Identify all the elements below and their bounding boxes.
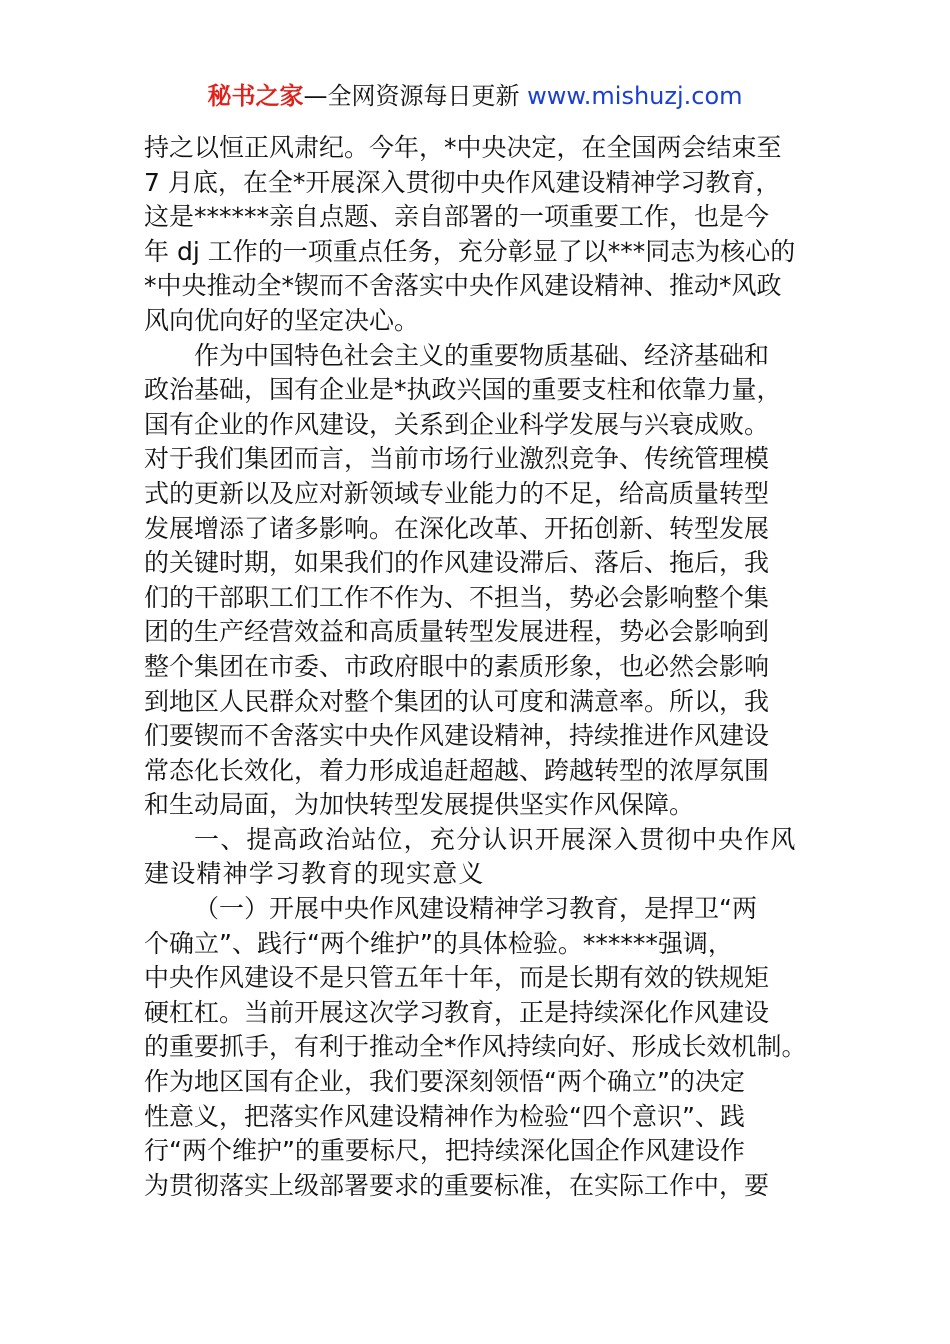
brand-name: 秘书之家 — [207, 82, 304, 110]
document-body — [144, 131, 814, 1203]
text-line: 行“两个维护”的重要标尺，把持续深化国企作风建设作 — [144, 1136, 745, 1166]
text-line: 们的干部职工们工作不作为、不担当，势必会影响整个集 — [144, 582, 770, 612]
site-url[interactable]: www.mishuzj.com — [527, 82, 743, 110]
text-line: 为贯彻落实上级部署要求的重要标准，在实际工作中，要 — [144, 1170, 770, 1200]
text-line: 的关键时期，如果我们的作风建设滞后、落后、拖后，我 — [144, 548, 770, 578]
text-line: 们要锲而不舍落实中央作风建设精神，持续推进作风建设 — [144, 721, 770, 751]
text-line: 7 月底，在全*开展深入贯彻中央作风建设精神学习教育， — [144, 167, 781, 197]
text-line: 国有企业的作风建设，关系到企业科学发展与兴衰成败。 — [144, 409, 770, 439]
text-line: 和生动局面，为加快转型发展提供坚实作风保障。 — [144, 790, 695, 820]
text-line: 性意义，把落实作风建设精神作为检验“四个意识”、践 — [144, 1101, 745, 1131]
header-tagline: —全网资源每日更新 — [303, 82, 528, 110]
text-line: 发展增添了诸多影响。在深化改革、开拓创新、转型发展 — [144, 513, 770, 543]
text-line: 持之以恒正风肃纪。今年，*中央决定，在全国两会结束至 — [144, 133, 782, 162]
text-line: 年 dj 工作的一项重点任务，充分彰显了以***同志为核心的 — [144, 236, 796, 266]
text-line: 整个集团在市委、市政府眼中的素质形象，也必然会影响 — [144, 651, 770, 681]
text-line: 硬杠杠。当前开展这次学习教育，正是持续深化作风建设 — [144, 997, 770, 1027]
text-line: 作为地区国有企业，我们要深刻领悟“两个确立”的决定 — [144, 1067, 745, 1097]
section-heading-line: 一、提高政治站位，充分认识开展深入贯彻中央作风 — [194, 824, 797, 854]
text-line: 风向优向好的坚定决心。 — [144, 305, 420, 335]
text-line: 中央作风建设不是只管五年十年，而是长期有效的铁规矩 — [144, 963, 770, 993]
text-line: 个确立”、践行“两个维护”的具体检验。******强调， — [144, 928, 733, 958]
text-line: 这是******亲自点题、亲自部署的一项重要工作，也是今 — [144, 202, 770, 232]
text-line: 政治基础，国有企业是*执政兴国的重要支柱和依靠力量， — [144, 375, 782, 405]
text-line: 对于我们集团而言，当前市场行业激烈竞争、传统管理模 — [144, 444, 770, 474]
text-line: 式的更新以及应对新领域专业能力的不足，给高质量转型 — [144, 478, 770, 508]
paragraph-start-line: 作为中国特色社会主义的重要物质基础、经济基础和 — [194, 340, 770, 370]
section-heading-line: 建设精神学习教育的现实意义 — [144, 859, 485, 889]
text-line: 到地区人民群众对整个集团的认可度和满意率。所以，我 — [144, 686, 770, 716]
text-line: *中央推动全*锲而不舍落实中央作风建设精神、推动*风政 — [144, 271, 782, 301]
page-header — [0, 80, 950, 112]
text-line: 团的生产经营效益和高质量转型发展进程，势必会影响到 — [144, 617, 770, 647]
paragraph-start-line: （一）开展中央作风建设精神学习教育，是捍卫“两 — [194, 894, 757, 924]
text-line: 常态化长效化，着力形成追赶超越、跨越转型的浓厚氛围 — [144, 755, 770, 785]
text-line: 的重要抓手，有利于推动全*作风持续向好、形成长效机制。 — [144, 1032, 807, 1062]
